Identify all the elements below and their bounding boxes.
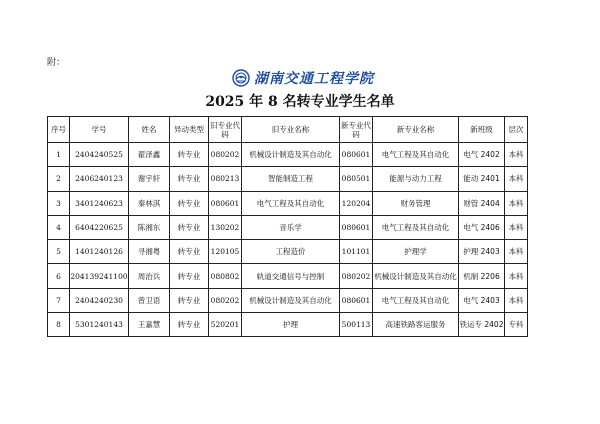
- cell-name: 曾卫语: [129, 288, 170, 312]
- cell-student-id: 5301240143: [70, 313, 129, 337]
- cell-level: 本科: [505, 288, 528, 312]
- table-row: [48, 143, 528, 167]
- cell-new-major-code: 500113: [340, 313, 373, 337]
- cell-level: 专科: [505, 313, 528, 337]
- cell-level: 本科: [505, 167, 528, 191]
- table-row: [48, 240, 528, 264]
- cell-old-major-code: 130202: [209, 215, 242, 239]
- cell-name: 谢宇轩: [129, 167, 170, 191]
- attachment-label: 附：: [47, 58, 66, 68]
- cell-change-type: 转专业: [170, 167, 209, 191]
- cell-new-major-name: 电气工程及其自动化: [373, 288, 459, 312]
- table-row: [48, 288, 528, 312]
- cell-old-major-code: 080601: [209, 191, 242, 215]
- cell-old-major-code: 080802: [209, 264, 242, 288]
- cell-index: 3: [48, 191, 70, 215]
- cell-index: 2: [48, 167, 70, 191]
- cell-index: 4: [48, 215, 70, 239]
- column-header-change-type: 异动类型: [170, 117, 209, 143]
- cell-new-major-name: 电气工程及其自动化: [373, 143, 459, 167]
- column-header-name: 姓名: [129, 117, 170, 143]
- cell-index: 5: [48, 240, 70, 264]
- cell-level: 本科: [505, 240, 528, 264]
- cell-new-major-code: 120204: [340, 191, 373, 215]
- cell-index: 8: [48, 313, 70, 337]
- column-header-new-major-code: 新专业代码: [340, 117, 373, 143]
- column-header-index: 序号: [48, 117, 70, 143]
- cell-student-id: 6404220625: [70, 215, 129, 239]
- cell-old-major-name: 轨道交通信号与控制: [242, 264, 340, 288]
- transfer-student-table: [47, 116, 528, 337]
- cell-level: 本科: [505, 143, 528, 167]
- cell-new-major-name: 能源与动力工程: [373, 167, 459, 191]
- cell-student-id: 2404240230: [70, 288, 129, 312]
- cell-change-type: 转专业: [170, 313, 209, 337]
- cell-change-type: 转专业: [170, 240, 209, 264]
- cell-new-class: 能动 2401: [459, 167, 505, 191]
- cell-index: 6: [48, 264, 70, 288]
- cell-new-major-name: 电气工程及其自动化: [373, 215, 459, 239]
- cell-student-id: 1401240126: [70, 240, 129, 264]
- cell-new-major-name: 高速铁路客运服务: [373, 313, 459, 337]
- cell-old-major-name: 电气工程及其自动化: [242, 191, 340, 215]
- table-row: [48, 167, 528, 191]
- cell-student-id: 2404240525: [70, 143, 129, 167]
- cell-level: 本科: [505, 191, 528, 215]
- table-row: [48, 215, 528, 239]
- cell-new-major-name: 护理学: [373, 240, 459, 264]
- cell-old-major-name: 工程造价: [242, 240, 340, 264]
- cell-level: 本科: [505, 264, 528, 288]
- cell-student-id: 2406240123: [70, 167, 129, 191]
- cell-old-major-name: 护理: [242, 313, 340, 337]
- table-row: [48, 313, 528, 337]
- cell-name: 秦林淇: [129, 191, 170, 215]
- university-emblem-icon: [232, 69, 250, 87]
- cell-new-major-code: 080601: [340, 288, 373, 312]
- cell-index: 1: [48, 143, 70, 167]
- cell-new-class: 财管 2404: [459, 191, 505, 215]
- cell-new-major-code: 080601: [340, 215, 373, 239]
- cell-old-major-name: 音乐学: [242, 215, 340, 239]
- cell-index: 7: [48, 288, 70, 312]
- cell-change-type: 转专业: [170, 191, 209, 215]
- cell-old-major-name: 机械设计制造及其自动化: [242, 143, 340, 167]
- cell-old-major-code: 080202: [209, 143, 242, 167]
- cell-student-id: 204139241100: [70, 264, 129, 288]
- cell-old-major-code: 080202: [209, 288, 242, 312]
- cell-new-major-name: 财务管理: [373, 191, 459, 215]
- cell-student-id: 3401240623: [70, 191, 129, 215]
- cell-change-type: 转专业: [170, 143, 209, 167]
- cell-level: 本科: [505, 215, 528, 239]
- cell-name: 王嘉慧: [129, 313, 170, 337]
- column-header-level: 层次: [505, 117, 528, 143]
- cell-old-major-code: 120105: [209, 240, 242, 264]
- university-logo: [232, 68, 374, 88]
- column-header-old-major-code: 旧专业代码: [209, 117, 242, 143]
- table-row: [48, 264, 528, 288]
- cell-old-major-name: 智能制造工程: [242, 167, 340, 191]
- column-header-old-major-name: 旧专业名称: [242, 117, 340, 143]
- logo-text: 湖南交通工程学院: [254, 71, 374, 87]
- cell-new-class: 机制 2206: [459, 264, 505, 288]
- document-title: 2025 年 8 名转专业学生名单: [205, 94, 395, 110]
- cell-name: 陈湘东: [129, 215, 170, 239]
- cell-new-class: 电气 2403: [459, 288, 505, 312]
- cell-change-type: 转专业: [170, 288, 209, 312]
- table-row: [48, 191, 528, 215]
- cell-new-class: 电气 2402: [459, 143, 505, 167]
- cell-new-major-code: 080601: [340, 143, 373, 167]
- cell-new-major-name: 机械设计制造及其自动化: [373, 264, 459, 288]
- cell-name: 翟泽鑫: [129, 143, 170, 167]
- cell-old-major-code: 520201: [209, 313, 242, 337]
- cell-old-major-name: 机械设计制造及其自动化: [242, 288, 340, 312]
- table-header-row: [48, 117, 528, 143]
- cell-new-class: 电气 2406: [459, 215, 505, 239]
- cell-new-major-code: 101101: [340, 240, 373, 264]
- column-header-new-class: 新班级: [459, 117, 505, 143]
- cell-new-major-code: 080501: [340, 167, 373, 191]
- cell-new-class: 铁运专 2402: [459, 313, 505, 337]
- cell-change-type: 转专业: [170, 264, 209, 288]
- column-header-student-id: 学号: [70, 117, 129, 143]
- column-header-new-major-name: 新专业名称: [373, 117, 459, 143]
- cell-name: 周治兵: [129, 264, 170, 288]
- cell-change-type: 转专业: [170, 215, 209, 239]
- cell-old-major-code: 080213: [209, 167, 242, 191]
- cell-name: 寻湘粤: [129, 240, 170, 264]
- cell-new-major-code: 080202: [340, 264, 373, 288]
- cell-new-class: 护理 2403: [459, 240, 505, 264]
